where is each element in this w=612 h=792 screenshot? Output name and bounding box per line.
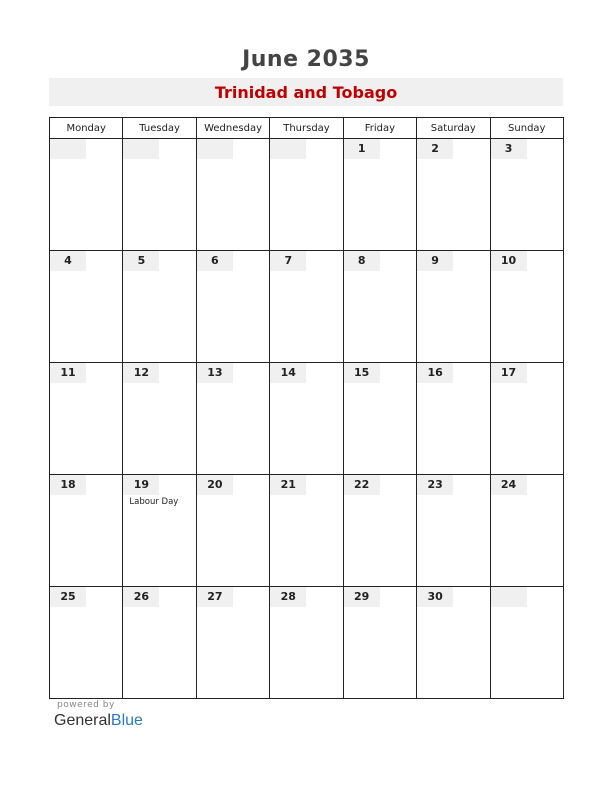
- day-number: 14: [270, 363, 306, 383]
- day-cell[interactable]: [196, 475, 269, 587]
- day-number: 12: [123, 363, 159, 383]
- brand-general-text: General: [54, 712, 111, 729]
- day-number: 16: [417, 363, 453, 383]
- day-cell[interactable]: [490, 475, 563, 587]
- day-cell[interactable]: [270, 251, 343, 363]
- calendar-grid: [49, 117, 564, 699]
- country-name: Trinidad and Tobago: [214, 82, 398, 102]
- day-cell[interactable]: [123, 587, 196, 699]
- day-cell[interactable]: [343, 251, 416, 363]
- day-cell[interactable]: [123, 363, 196, 475]
- day-cell[interactable]: [417, 363, 490, 475]
- weekday-wednesday: Wednesday: [196, 118, 269, 139]
- day-cell[interactable]: [490, 363, 563, 475]
- day-cell[interactable]: [123, 251, 196, 363]
- day-number: 6: [197, 251, 233, 271]
- day-number: 2: [417, 139, 453, 159]
- weekday-friday: Friday: [343, 118, 416, 139]
- day-cell[interactable]: [417, 251, 490, 363]
- day-number: [123, 139, 159, 159]
- day-cell[interactable]: [50, 251, 123, 363]
- weekday-tuesday: Tuesday: [123, 118, 196, 139]
- day-cell[interactable]: [417, 587, 490, 699]
- calendar-body: [50, 139, 564, 699]
- week-row: [50, 587, 564, 699]
- day-number: 7: [270, 251, 306, 271]
- day-number: 3: [491, 139, 527, 159]
- day-cell[interactable]: [417, 139, 490, 251]
- day-number: 18: [50, 475, 86, 495]
- day-number: 26: [123, 587, 159, 607]
- day-number: 5: [123, 251, 159, 271]
- day-number: 23: [417, 475, 453, 495]
- day-number: 10: [491, 251, 527, 271]
- powered-by-label: powered by: [57, 700, 115, 710]
- day-number: 9: [417, 251, 453, 271]
- day-number: 8: [344, 251, 380, 271]
- country-banner: [49, 78, 563, 106]
- day-number: 13: [197, 363, 233, 383]
- day-number: 15: [344, 363, 380, 383]
- day-number: 1: [344, 139, 380, 159]
- day-number: 19: [123, 475, 159, 495]
- weekday-thursday: Thursday: [270, 118, 343, 139]
- day-number: 27: [197, 587, 233, 607]
- day-number: 25: [50, 587, 86, 607]
- day-number: 29: [344, 587, 380, 607]
- day-cell[interactable]: [343, 139, 416, 251]
- day-cell[interactable]: [270, 475, 343, 587]
- day-number: [491, 587, 527, 607]
- day-cell[interactable]: [196, 251, 269, 363]
- day-cell[interactable]: [50, 587, 123, 699]
- generalblue-logo[interactable]: [54, 712, 143, 730]
- day-cell[interactable]: [123, 475, 196, 587]
- day-cell[interactable]: [196, 139, 269, 251]
- day-cell[interactable]: [50, 139, 123, 251]
- day-cell[interactable]: [270, 139, 343, 251]
- day-cell[interactable]: [50, 363, 123, 475]
- day-number: 30: [417, 587, 453, 607]
- day-number: [270, 139, 306, 159]
- day-number: 21: [270, 475, 306, 495]
- day-number: 4: [50, 251, 86, 271]
- day-number: 28: [270, 587, 306, 607]
- weekday-saturday: Saturday: [417, 118, 490, 139]
- day-number: 20: [197, 475, 233, 495]
- week-row: [50, 251, 564, 363]
- day-cell[interactable]: [490, 139, 563, 251]
- weekday-sunday: Sunday: [490, 118, 563, 139]
- day-cell[interactable]: [417, 475, 490, 587]
- holiday-label: Labour Day: [129, 497, 179, 507]
- day-number: 22: [344, 475, 380, 495]
- weekday-header-row: [50, 118, 564, 139]
- week-row: [50, 139, 564, 251]
- weekday-monday: Monday: [50, 118, 123, 139]
- day-number: [50, 139, 86, 159]
- day-number: [197, 139, 233, 159]
- day-cell[interactable]: [343, 587, 416, 699]
- brand-blue-text: Blue: [110, 712, 143, 729]
- day-cell[interactable]: [490, 587, 563, 699]
- day-cell[interactable]: [343, 475, 416, 587]
- day-cell[interactable]: [123, 139, 196, 251]
- day-number: 11: [50, 363, 86, 383]
- day-cell[interactable]: [50, 475, 123, 587]
- day-cell[interactable]: [270, 363, 343, 475]
- day-cell[interactable]: [196, 363, 269, 475]
- week-row: [50, 363, 564, 475]
- week-row: [50, 475, 564, 587]
- day-cell[interactable]: [270, 587, 343, 699]
- day-cell[interactable]: [490, 251, 563, 363]
- page-title: June 2035: [242, 47, 370, 72]
- day-cell[interactable]: [196, 587, 269, 699]
- day-cell[interactable]: [343, 363, 416, 475]
- day-number: 24: [491, 475, 527, 495]
- day-number: 17: [491, 363, 527, 383]
